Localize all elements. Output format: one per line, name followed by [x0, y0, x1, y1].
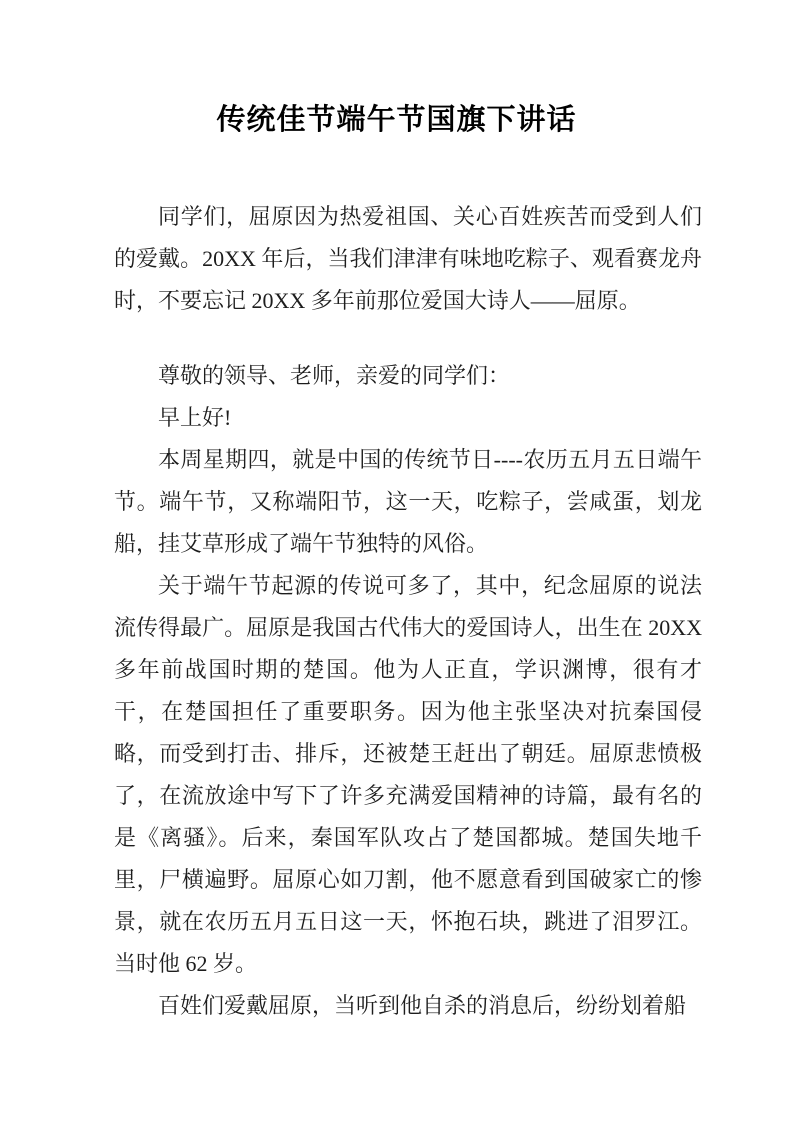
paragraph-people-tribute: 百姓们爱戴屈原，当听到他自杀的消息后，纷纷划着船: [158, 993, 687, 1018]
paragraph-festival-intro: 本周星期四，就是中国的传统节日----农历五月五日端午节。端午节，又称端阳节，这一天，吃粽子，尝咸蛋，划龙船，挂艾草形成了端午节独特的风俗。: [114, 447, 702, 556]
document-body: [114, 196, 702, 1027]
document-title: 传统佳节端午节国旗下讲话: [216, 102, 577, 136]
paragraph-salutation: 尊敬的领导、老师，亲爱的同学们：: [158, 363, 511, 388]
paragraph-greeting: 早上好!: [158, 405, 232, 430]
paragraph-intro: 同学们，屈原因为热爱祖国、关心百姓疾苦而受到人们的爱戴。20XX 年后，当我们津津有味地吃粽子、观看赛龙舟时，不要忘记 20XX 多年前那位爱国大诗人——屈原。: [114, 204, 702, 313]
paragraph-quyuan-story: 关于端午节起源的传说可多了，其中，纪念屈原的说法流传得最广。屈原是我国古代伟大的爱国诗人，出生在 20XX 多年前战国时期的楚国。他为人正直，学识渊博，很有才干，在楚国担任了重要职务。因为他主张坚决对抗秦国侵略，而受到打击、排斥，还被楚王赶出了朝廷。屈原悲愤极了，在流放途中写下了许多充满爱国精神的诗篇，最有名的是《离骚》。后来，秦国军队攻占了楚国都城。楚国失地千里，尸横遍野。屈原心如刀割，他不愿意看到国破家亡的惨景，就在农历五月五日这一天，怀抱石块，跳进了泪罗江。当时他 62 岁。: [114, 573, 702, 976]
